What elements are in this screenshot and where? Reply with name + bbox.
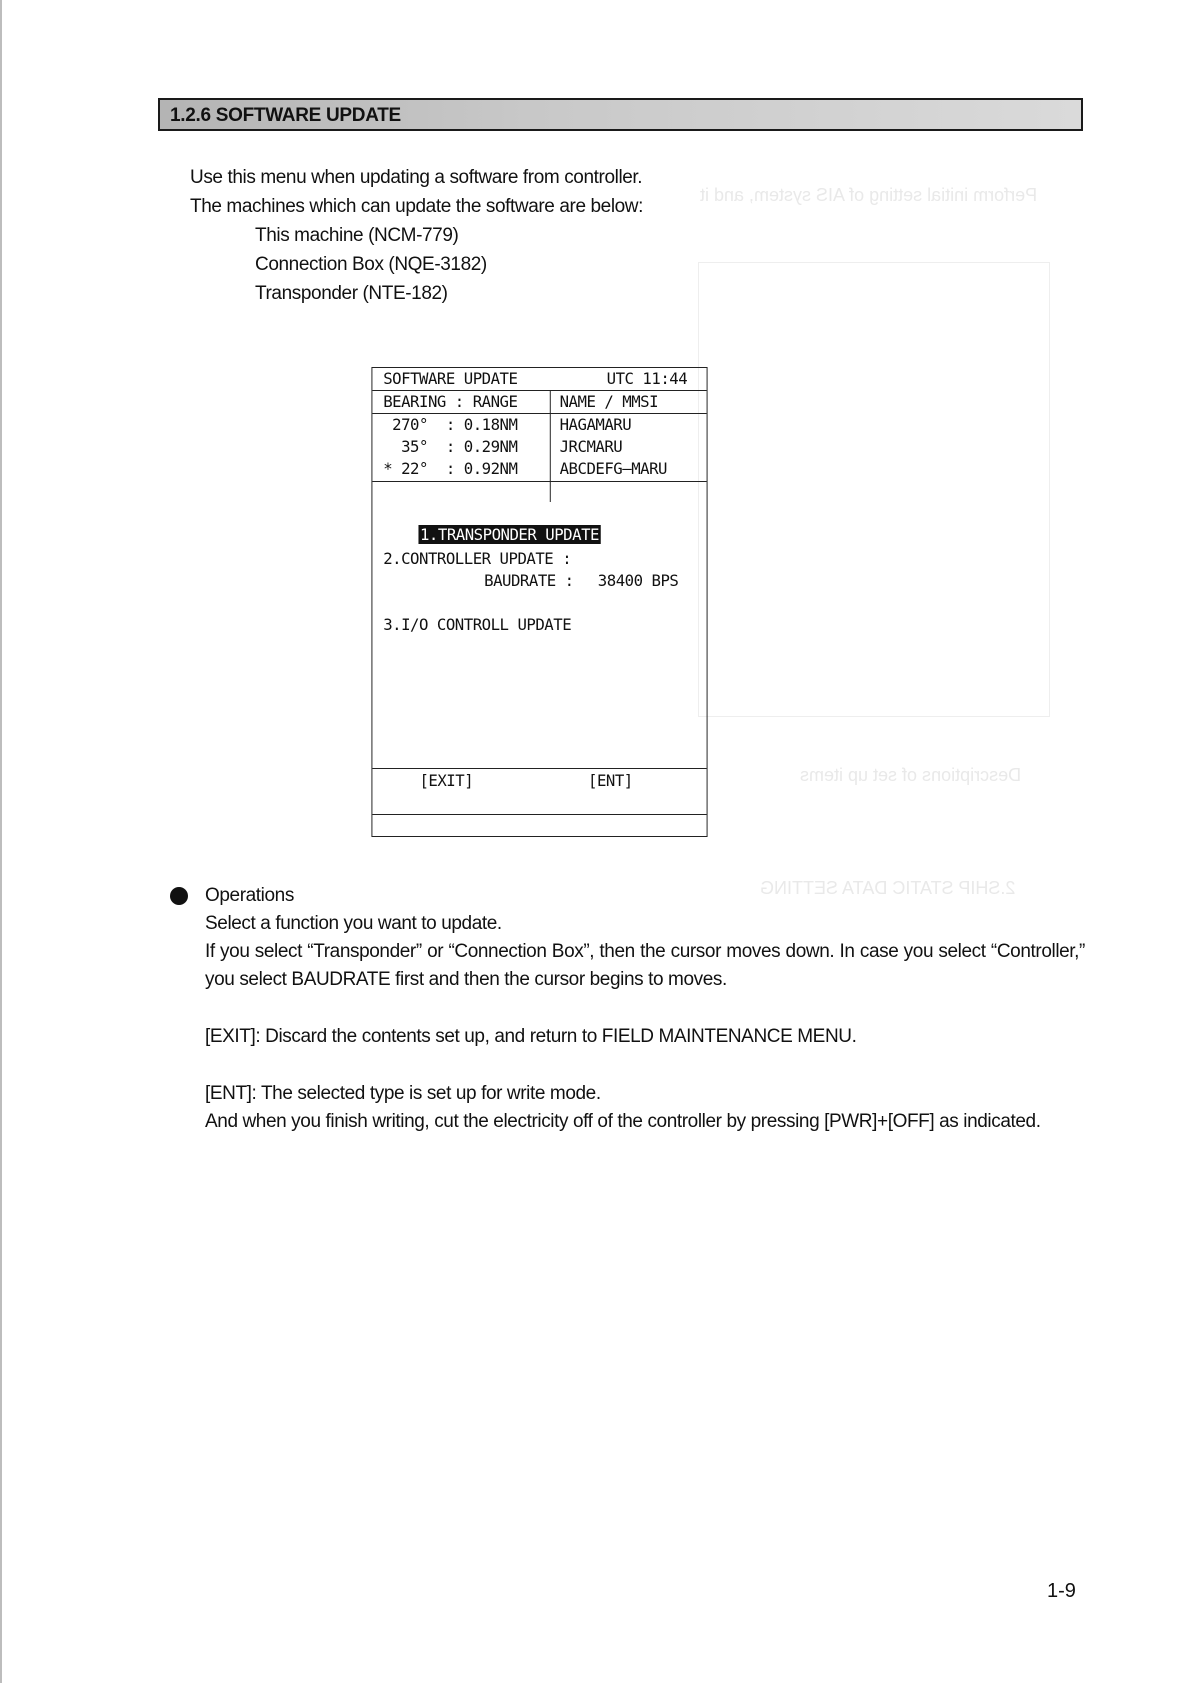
bleed-through-text: 2.SHIP STATIC DATA SETTING (760, 878, 1016, 898)
divider (372, 814, 706, 815)
exit-softkey[interactable]: [EXIT] (419, 771, 474, 790)
screen-title: SOFTWARE UPDATE (383, 369, 518, 388)
target-bearing-range: * 22° : 0.92NM (383, 459, 518, 478)
target-bearing-range: 270° : 0.18NM (383, 415, 518, 434)
target-name: JRCMARU (559, 437, 623, 456)
intro-line: The machines which can update the software are below: (190, 196, 644, 217)
page-edge (0, 0, 2, 1683)
target-name: ABCDEFG—MARU (559, 459, 667, 478)
target-name: HAGAMARU (559, 415, 632, 434)
intro-line: Use this menu when updating a software from controller. (190, 167, 643, 188)
menu-item-io-controll-update[interactable]: 3.I/O CONTROLL UPDATE (383, 615, 572, 634)
section-header-bar (158, 98, 1083, 131)
intro-text (190, 163, 643, 308)
bullet-icon (170, 887, 188, 905)
operations-step: Select a function you want to update. (205, 913, 502, 934)
baudrate-value[interactable]: 38400 BPS (597, 571, 679, 590)
column-divider (550, 390, 551, 502)
section-title: 1.2.6 SOFTWARE UPDATE (170, 105, 401, 126)
software-update-screen (371, 367, 707, 837)
divider (372, 481, 706, 482)
ent-softkey[interactable]: [ENT] (588, 771, 633, 790)
target-bearing-range: 35° : 0.29NM (383, 437, 518, 456)
baudrate-label: BAUDRATE : (484, 571, 574, 590)
operations-step: If you select “Transponder” or “Connection Box”, then the cursor moves down. In case you select “Controller,” you select BAUDRATE first and then the cursor begins to moves. (205, 941, 1085, 990)
menu-item-controller-update[interactable]: 2.CONTROLLER UPDATE : (383, 549, 572, 568)
divider (372, 390, 706, 391)
bearing-range-header: BEARING : RANGE (383, 392, 518, 411)
bleed-through-screen (698, 262, 1050, 717)
divider (372, 768, 706, 769)
selected-cursor: 1.TRANSPONDER UPDATE (419, 525, 599, 544)
ent-description: [ENT]: The selected type is set up for write mode. (205, 1083, 601, 1104)
machine-item: This machine (NCM-779) (255, 225, 459, 246)
exit-description: [EXIT]: Discard the contents set up, and return to FIELD MAINTENANCE MENU. (205, 1026, 857, 1047)
ent-instructions: And when you finish writing, cut the electricity off of the controller by pressing [PWR]+[OFF] as indicated. (205, 1111, 1041, 1132)
machine-item: Connection Box (NQE-3182) (255, 254, 487, 275)
name-mmsi-header: NAME / MMSI (559, 392, 659, 411)
divider (372, 413, 706, 414)
bleed-through-text: Perform initial setting of AIS system, and it (700, 185, 1038, 205)
page-number: 1-9 (1047, 1580, 1076, 1602)
bleed-through-text: Descriptions of set up items (800, 765, 1022, 785)
operations-heading: Operations (205, 885, 294, 906)
utc-clock: UTC 11:44 (606, 369, 688, 388)
machine-item: Transponder (NTE-182) (255, 283, 448, 304)
